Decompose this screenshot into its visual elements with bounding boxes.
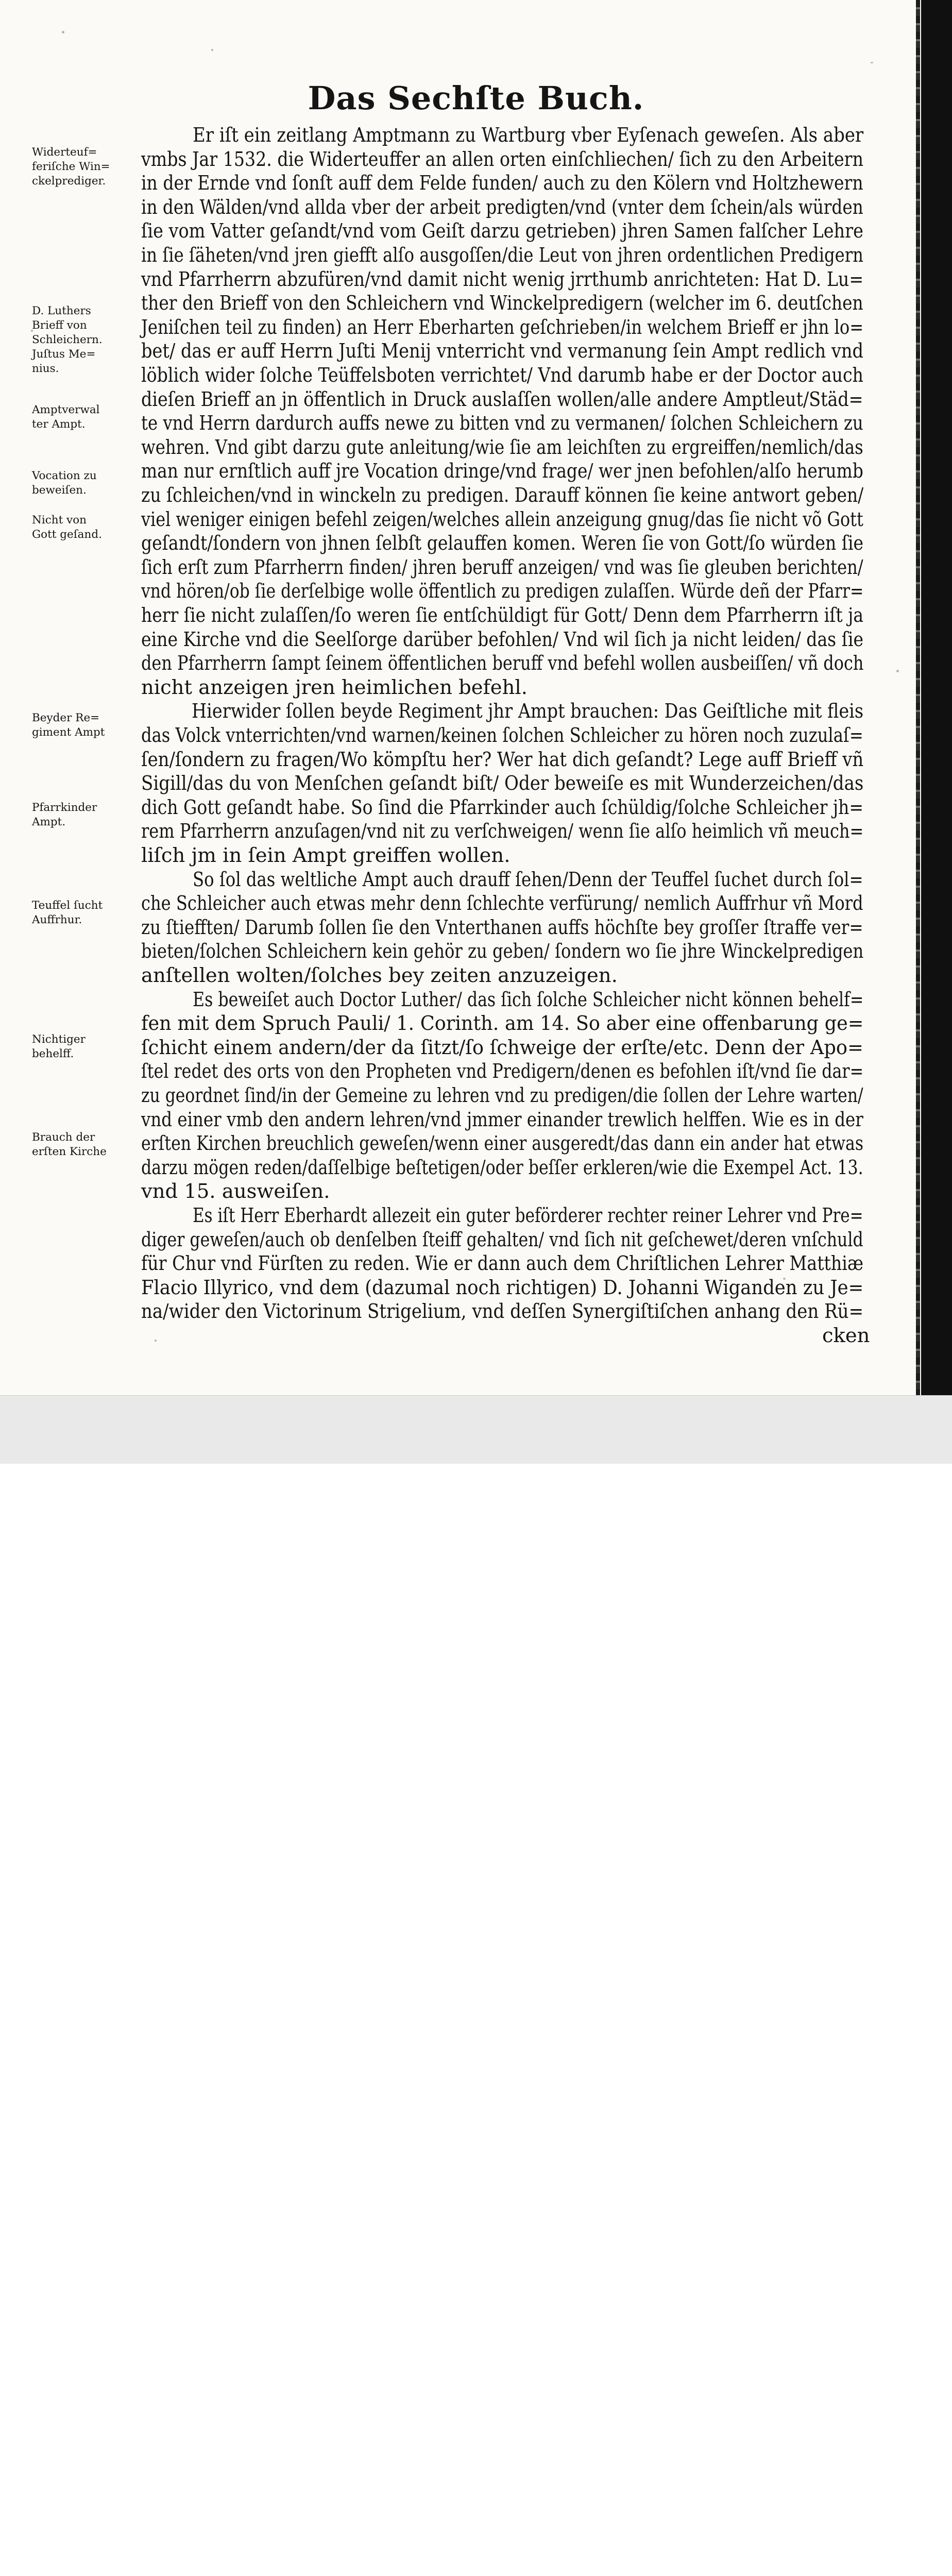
body-line: erſten Kirchen breuchlich geweſen/wenn einer ausgeredt/das dann ein ander hat etwas [141, 1132, 864, 1156]
margin-note-line: erſten Kirche [32, 1145, 107, 1158]
margin-note-line: giment Ampt [32, 726, 105, 739]
margin-note [32, 899, 103, 927]
page-heading: Das Sechſte Buch. [308, 79, 644, 117]
body-line: anſtellen wolten/ſolches bey zeiten anzuzeigen. [141, 964, 618, 987]
margin-note [32, 801, 97, 829]
body-line: So ſol das weltliche Ampt auch drauff ſehen/Denn der Teuffel ſuchet durch ſol= [193, 868, 863, 891]
margin-note-line: Widerteuf= [32, 146, 97, 159]
margin-note-line: nius. [32, 362, 59, 375]
body-line: den Pfarrherrn ſampt ſeinem öffentlichen beruff vnd befehl wollen ausbeiſſen/ vñ doch [141, 652, 864, 675]
body-line: Jeniſchen teil zu finden) an Herr Eberharten geſchrieben/in welchem Brieff er jhn lo= [141, 315, 864, 339]
body-line: bieten/ſolchen Schleichern kein gehör zu geben/ ſondern wo ſie jhre Winckelpredigen [141, 940, 864, 963]
body-line: Hierwider ſollen beyde Regiment jhr Ampt brauchen: Das Geiſtliche mit fleis [192, 700, 864, 723]
body-line: ſich erſt zum Pfarrherrn finden/ jhren beruff anzeigen/ vnd was ſie gleuben berichten/ [141, 555, 863, 579]
body-line: dich Gott geſandt habe. So ſind die Pfarrkinder auch ſchüldig/ſolche Schleicher jh= [141, 795, 864, 819]
body-line: viel weniger einigen befehl zeigen/welches allein anzeigung gnug/das ſie nicht võ Gott [141, 507, 863, 531]
margin-note-line: ter Ampt. [32, 418, 86, 431]
body-line: ſchicht einem andern/der da ſitzt/ſo ſchweige der erſte/etc. Denn der Apo= [141, 1036, 863, 1059]
body-line: Er iſt ein zeitlang Amptmann zu Wartburg vber Eyſenach geweſen. Als aber [193, 124, 864, 147]
margin-note-line: Vocation zu [32, 469, 97, 482]
body-line: rem Pfarrherrn anzuſagen/vnd nit zu verſchweigen/ wenn ſie alſo heimlich vñ meuch= [141, 820, 864, 843]
page-edge-shadow [921, 0, 952, 1395]
body-line: Sigill/das du von Menſchen geſandt biſt/ Oder beweiſe es mit Wunderzeichen/das [141, 772, 864, 795]
body-line: löblich wider ſolche Teüffelsboten verrichtet/ Vnd darumb habe er der Doctor auch [141, 364, 863, 387]
body-line: Flacio Illyrico, vnd dem (dazumal noch richtigen) D. Johanni Wiganden zu Je= [141, 1276, 864, 1299]
margin-note-line: Teuffel ſucht [32, 899, 103, 912]
body-line: dieſen Brieff an jn öffentlich in Druck auslaſſen wollen/alle andere Amptleut/Städ= [141, 387, 863, 411]
body-line: vnd Pfarrherrn abzufüren/vnd damit nicht wenig jrrthumb anrichteten: Hat D. Lu= [141, 267, 864, 291]
body-line: darzu mögen reden/daſſelbige beſtetigen/oder beſſer erkleren/wie die Exempel Act. 13. [141, 1156, 863, 1179]
margin-note-line: Nicht von [32, 514, 87, 527]
margin-note-line: Brauch der [32, 1131, 95, 1144]
margin-note-line: ckelprediger. [32, 175, 106, 188]
margin-note-line: Auffrhur. [32, 913, 82, 926]
body-line: nicht anzeigen jren heimlichen befehl. [141, 675, 528, 699]
margin-note-line: Beyder Re= [32, 711, 100, 724]
body-line: na/wider den Victorinum Strigelium, vnd deſſen Synergiſtiſchen anhang den Rü= [141, 1300, 864, 1324]
body-line: vnd 15. ausweiſen. [141, 1180, 330, 1204]
body-line: diger geweſen/auch ob denſelben ſteiff gehalten/ vnd ſich nit geſchewet/deren vnſchuld [141, 1228, 863, 1251]
margin-note [32, 711, 105, 740]
body-line: eine Kirche vnd die Seelſorge darüber befohlen/ Vnd wil ſich ja nicht leiden/ das ſie [141, 628, 864, 651]
body-line: ther den Brieff von den Schleichern vnd Winckelpredigern (welcher im 6. deutſchen [141, 292, 863, 315]
body-line: ſtel redet des orts von den Propheten vnd Predigern/denen es befohlen iſt/vnd ſie dar= [141, 1060, 864, 1083]
body-line: te vnd Herrn dardurch auffs newe zu bitten vnd zu vermanen/ ſolchen Schleichern zu [141, 412, 863, 435]
body-line: man nur ernſtlich auff jre Vocation dringe/vnd frage/ wer jnen befohlen/alſo herumb [141, 460, 863, 483]
body-line: Es iſt Herr Eberhardt allezeit ein guter beförderer rechter reiner Lehrer vnd Pre= [193, 1204, 863, 1227]
margin-note-line: Brieff von [32, 319, 87, 332]
margin-note [32, 1032, 86, 1061]
body-line: ſen/ſondern zu fragen/Wo kömpſtu her? Wer hat dich geſandt? Lege auff Brieff vñ [141, 748, 864, 771]
body-line: fen mit dem Spruch Pauli/ 1. Corinth. am 14. So aber eine offenbarung ge= [141, 1012, 864, 1036]
margin-note [32, 304, 103, 376]
margin-note-line: behelff. [32, 1047, 74, 1060]
scan-speck [896, 670, 899, 672]
body-line: ſie vom Vatter geſandt/vnd vom Geiſt darzu getrieben) jhren Samen falſcher Lehre [141, 219, 863, 243]
body-line: für Chur vnd Fürſten zu reden. Wie er dann auch dem Chriſtlichen Lehrer Matthiæ [141, 1252, 864, 1276]
scan-speck [155, 1340, 157, 1342]
margin-note-line: Ampt. [32, 816, 66, 828]
body-line: in den Wälden/vnd allda vber der arbeit predigten/vnd (vnter dem ſchein/als würden [141, 195, 863, 219]
margin-note [32, 513, 102, 542]
body-line: che Schleicher auch etwas mehr denn ſchlechte verfürung/ nemlich Auffrhur vñ Mord [141, 892, 863, 916]
body-line: wehren. Vnd gibt darzu gute anleitung/wie ſie am leichſten zu ergreiffen/nemlich/das [141, 435, 863, 459]
margin-note [32, 403, 100, 432]
body-line: zu ſchleichen/vnd in winckeln zu predigen. Darauff können ſie keine antwort geben/ [141, 484, 864, 507]
margin-note [32, 469, 97, 498]
margin-note-line: Juſtus Me= [32, 348, 96, 361]
body-line: geſandt/ſondern von jhnen ſelbſt gelauffen komen. Weren ſie von Gott/ſo würden ſie [141, 532, 864, 555]
body-line: zu ſtiefften/ Darumb ſollen ſie den Vnterthanen auffs höchſte bey groſſer ſtraffe ver= [141, 916, 863, 939]
scan-speck [62, 31, 64, 33]
body-line: liſch jm in ſein Ampt greiffen wollen. [141, 844, 511, 867]
body-line: das Volck vnterrichten/vnd warnen/keinen ſolchen Schleicher zu hören noch zuzulaſ= [141, 724, 863, 747]
margin-note [32, 1130, 107, 1159]
body-line: bet/ das er auff Herrn Juſti Menij vnterricht vnd vermanung ſein Ampt redlich vnd [141, 340, 864, 363]
body-line: vmbs Jar 1532. die Widerteuffer an allen orten einſchliechen/ ſich zu den Arbeitern [141, 147, 863, 171]
margin-note-line: feriſche Win= [32, 160, 110, 173]
margin-note-line: D. Luthers [32, 304, 91, 317]
body-line: zu geordnet ſind/in der Gemeine zu lehren vnd zu predigen/die ſollen der Lehre warten/ [141, 1084, 863, 1107]
margin-note-line: Nichtiger [32, 1033, 86, 1046]
body-line: cken [822, 1324, 870, 1347]
margin-note-line: beweiſen. [32, 484, 87, 497]
scan-speck [211, 49, 213, 51]
margin-note [32, 145, 110, 189]
body-line: in ſie ſäheten/vnd jren giefft alſo ausgoſſen/die Leut von jhren ordentlichen Predigern [141, 244, 863, 267]
body-line: vnd einer vmb den andern lehren/vnd jmmer einander trewlich helffen. Wie es in der [141, 1108, 863, 1131]
margin-note-line: Pfarrkinder [32, 801, 97, 814]
body-line: in der Ernde vnd ſonſt auff dem Felde funden/ auch zu den Kölern vnd Holtzhewern [141, 172, 863, 195]
scan-speck [871, 62, 873, 63]
margin-note-line: Gott geſand. [32, 528, 102, 541]
margin-note-line: Schleichern. [32, 333, 103, 346]
body-line: vnd hören/ob ſie derſelbige wolle öffentlich zu predigen zulaſſen. Würde deñ der Pfarr= [141, 580, 864, 603]
margin-note-line: Amptverwal [32, 403, 100, 416]
viewer-footer [0, 1395, 952, 1464]
body-line: Es beweiſet auch Doctor Luther/ das ſich ſolche Schleicher nicht können behelf= [193, 988, 864, 1011]
body-line: herr ſie nicht zulaſſen/ſo weren ſie entſchüldigt für Gott/ Denn dem Pfarrherrn iſt ja [141, 604, 864, 627]
